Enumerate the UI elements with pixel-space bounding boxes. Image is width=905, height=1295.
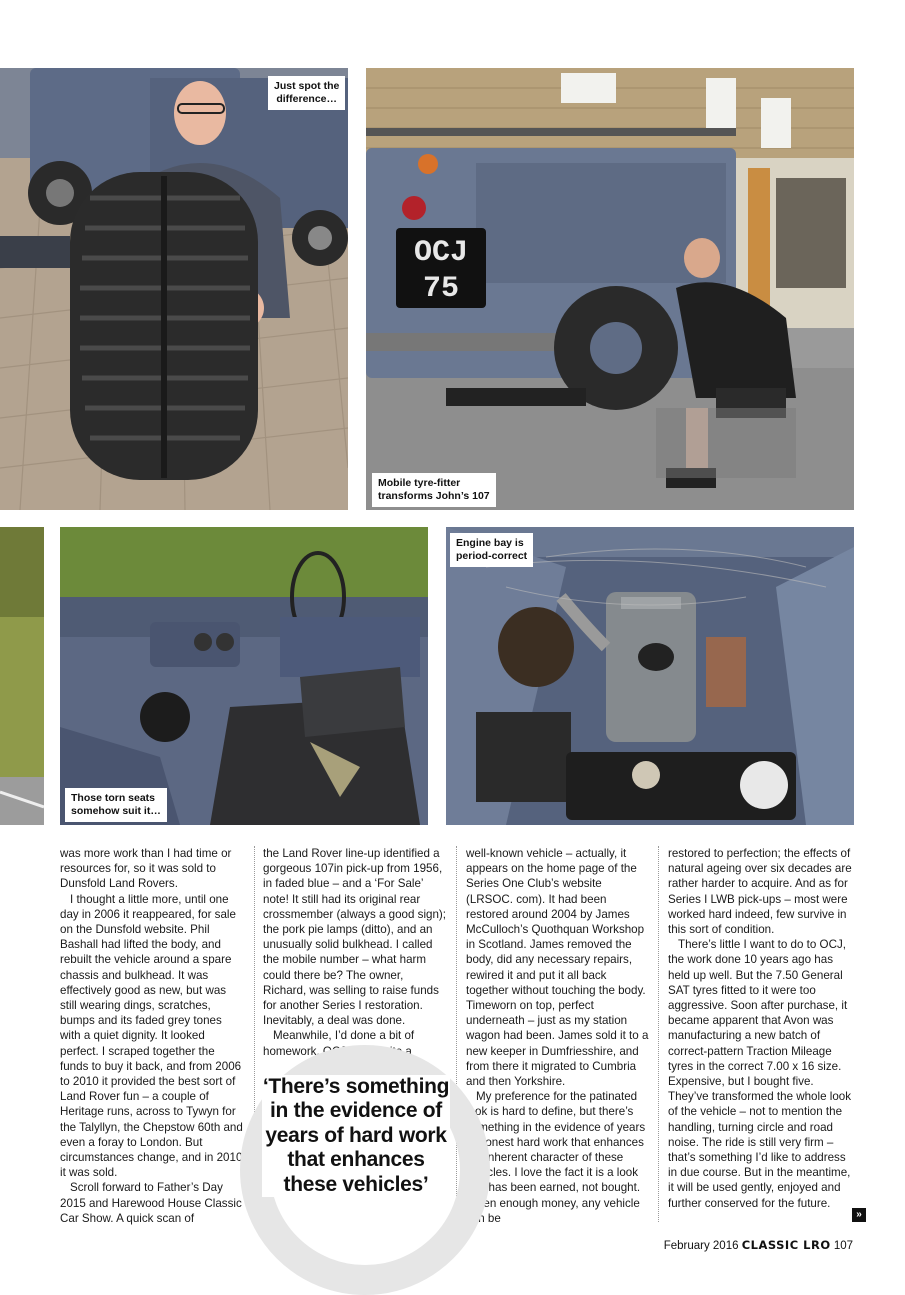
col1-paragraph-1: was more work than I had time or resources for, so it was sold to Dunsfold Land Rovers. <box>60 847 232 891</box>
col3-paragraph-1: well-known vehicle – actually, it appears on the home page of the Series One Club’s website (LRSOC. com). It had been restored around 2004 by James McCulloch’s Quothquan Workshop in Scotland. James removed the body, did any necessary repairs, rewired it and put it all back together without touching the body. Timeworn on top, perfect underneath – just as my station wagon had been. James sold it to a new keeper in Dumfriesshire, and from there it migrated to Cumbria and then Yorkshire. <box>466 847 649 1089</box>
column-rule-3 <box>658 846 659 1222</box>
photo-grass-strip <box>0 527 44 825</box>
caption-fitter: Mobile tyre-fitter transforms John’s 107 <box>372 473 496 507</box>
text-column-2 <box>263 846 447 1059</box>
caption-tyre: Just spot the difference… <box>268 76 345 110</box>
col2-paragraph-2: Meanwhile, I’d done a bit of homework. OCJ 75 is quite a <box>263 1029 415 1058</box>
col2-paragraph-1: the Land Rover line-up identified a gorgeous 107in pick-up from 1956, in faded blue – and a ‘For Sale’ note! It still had its original rear crossmember (always a good sign); the pork pie lamps (ditto), and an unusually solid bulkhead. I called the mobile number – what harm could there be? The owner, Richard, was selling to raise funds for another Series I restoration. Inevitably, a deal was done. <box>263 847 446 1028</box>
photo-tyre <box>0 68 348 510</box>
col4-paragraph-1: restored to perfection; the effects of natural ageing over six decades are rather harder to acquire. And as for Series I LWB pick-ups – most were worked hard indeed, few survive in this sort of condition. <box>668 847 852 937</box>
end-of-article-icon: » <box>852 1208 866 1222</box>
photo-seats <box>60 527 428 825</box>
page-footer <box>664 1238 853 1252</box>
col1-paragraph-3: Scroll forward to Father’s Day 2015 and Harewood House Classic Car Show. A quick scan of <box>60 1181 242 1225</box>
text-column-3 <box>466 846 650 1226</box>
footer-page-number: 107 <box>833 1240 853 1252</box>
number-plate-line1: OCJ <box>413 236 469 270</box>
photo-engine <box>446 527 854 825</box>
number-plate-line2: 75 <box>422 272 460 306</box>
pull-quote: ‘There’s something in the evidence of years of hard work that enhances these vehicles’ <box>262 1075 450 1196</box>
col1-paragraph-2: I thought a little more, until one day in 2006 it reappeared, for sale on the Dunsfold website. Phil Bashall had lifted the body, and rebuilt the vehicle around a spare chassis and bulkhead. It was effectively good as new, but was still wearing dings, scratches, bumps and its faded grey tones with a quiet dignity. It looked perfect. I scraped together the funds to buy it back, and from 2006 to 2010 it provided the best sort of Land Rover fun – a couple of Heritage runs, across to Tywyn for the Talyllyn, the Chepstow 60th and even a foray to London. But circumstances change, and in 2010 it was sold. <box>60 892 243 1180</box>
col3-paragraph-2: My preference for the patinated look is hard to define, but there’s something in the evidence of years of honest hard work that enhances the inherent character of these vehicles. I love the fact it is a look that has been earned, not bought. Given enough money, any vehicle can be <box>466 1090 646 1225</box>
text-column-4 <box>668 846 852 1211</box>
footer-magazine: CLASSIC LRO <box>741 1238 831 1252</box>
col4-paragraph-2: There’s little I want to do to OCJ, the work done 10 years ago has held up well. But the 7.50 General SAT tyres fitted to it were too aggressive. Soon after purchase, it became apparent that Avon was manufacturing a new batch of correct-pattern Traction Mileage tyres in the correct 7.00 x 16 size. Expensive, but I bought five. They’ve transformed the whole look of the vehicle – not to mention the handling, turning circle and road noise. The ride is still very firm – that’s something I’d like to address in due course. But in the meantime, it will be used gently, enjoyed and further conserved for the future. <box>668 938 852 1210</box>
photo-fitter <box>366 68 854 510</box>
caption-engine: Engine bay is period-correct <box>450 533 533 567</box>
footer-date: February 2016 <box>663 1240 739 1252</box>
text-column-1 <box>60 846 244 1226</box>
caption-seats: Those torn seats somehow suit it… <box>65 788 167 822</box>
